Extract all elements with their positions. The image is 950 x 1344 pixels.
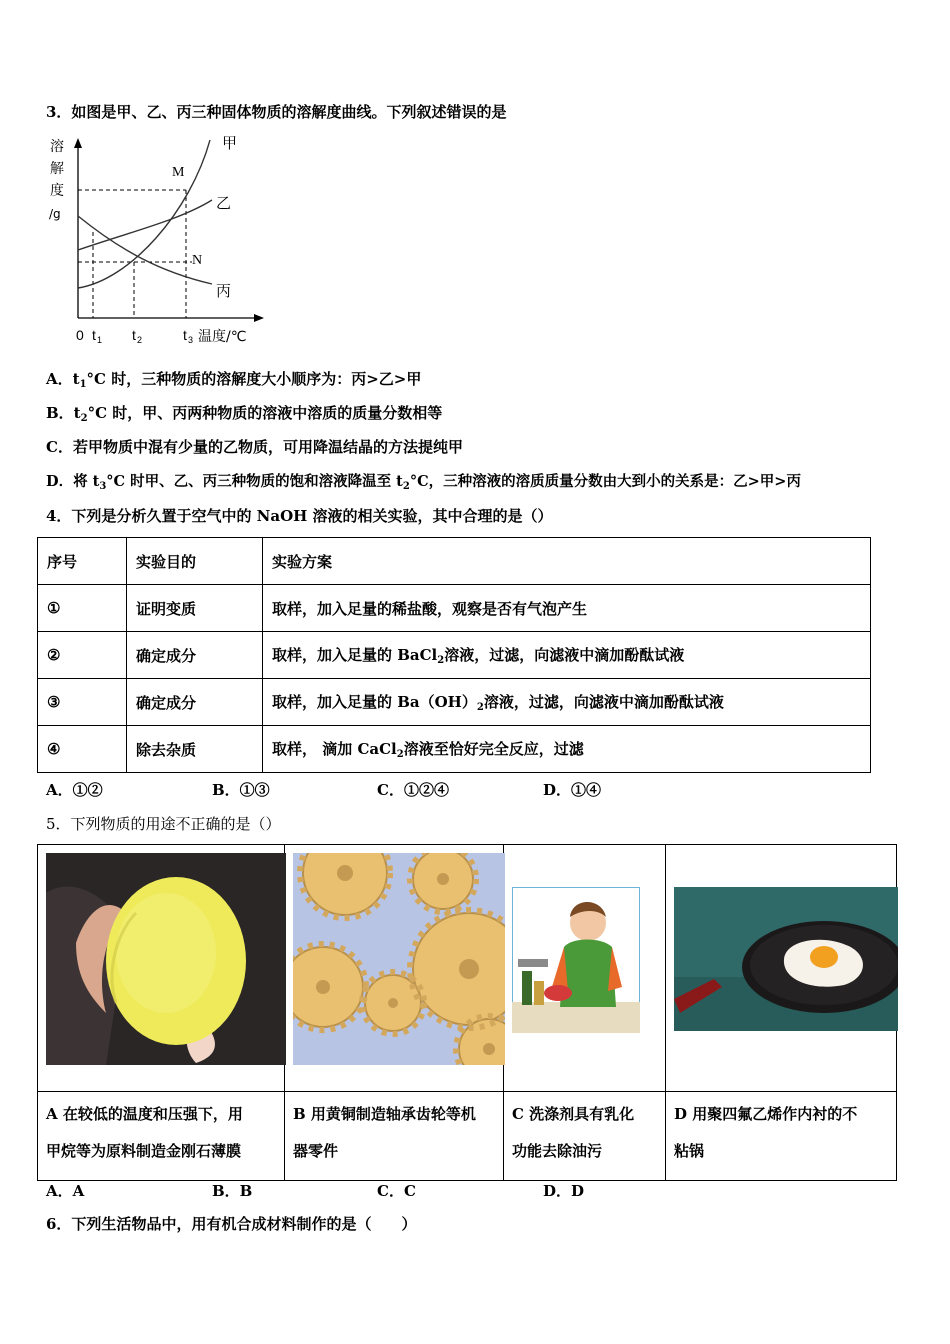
text: °C 时甲、乙、丙三种物质的饱和溶液降温至 t bbox=[106, 473, 403, 490]
xtick-t2: t bbox=[132, 327, 136, 343]
caption-line: 功能去除油污 bbox=[512, 1142, 603, 1160]
q4-table bbox=[37, 537, 871, 773]
text: °C 时，三种物质的溶解度大小顺序为：丙>乙>甲 bbox=[86, 370, 422, 388]
washing-dishes-image bbox=[512, 887, 640, 1033]
ylabel-char: 度 bbox=[50, 183, 64, 199]
subscript: 1 bbox=[79, 379, 87, 390]
q3-option-b[interactable] bbox=[46, 402, 442, 424]
xtick-t2-sub: 2 bbox=[137, 335, 143, 345]
label-bing: 丙 bbox=[216, 282, 232, 300]
caption-a bbox=[38, 1092, 285, 1181]
text: B．t bbox=[46, 404, 81, 422]
row-plan: 取样，加入足量的 $Ba(OH)_2$溶液，过滤，向滤液中滴加酚酞试液 bbox=[263, 679, 871, 726]
text: A．t bbox=[46, 370, 80, 388]
subscript: 3 bbox=[99, 481, 107, 492]
image-cell-b bbox=[285, 845, 504, 1092]
curve-yi bbox=[78, 200, 212, 250]
nonstick-pan-image bbox=[674, 887, 898, 1031]
table-row bbox=[38, 585, 871, 632]
caption-d bbox=[666, 1092, 897, 1181]
table-row bbox=[38, 679, 871, 726]
x-axis-arrow bbox=[254, 314, 264, 322]
diamond-film-image bbox=[46, 853, 286, 1065]
q5-stem: 5．下列物质的用途不正确的是（） bbox=[46, 815, 281, 833]
q3-option-d[interactable] bbox=[46, 470, 801, 492]
caption-line: 器零件 bbox=[293, 1142, 339, 1160]
image-cell-d bbox=[666, 845, 897, 1092]
image-cell-c bbox=[504, 845, 666, 1092]
xtick-t1-sub: 1 bbox=[97, 335, 103, 345]
table-header-row bbox=[38, 538, 871, 585]
subscript: 2 bbox=[80, 413, 88, 424]
row-plan: 取样，加入足量的稀盐酸，观察是否有气泡产生 bbox=[263, 585, 871, 632]
row-num: ③ bbox=[38, 679, 127, 726]
solubility-chart bbox=[40, 132, 270, 352]
xtick-0: 0 bbox=[76, 327, 84, 343]
x-axis-label: 温度/℃ bbox=[198, 329, 247, 345]
text: °C，三种溶液的溶质质量分数由大到小的关系是：乙>甲>丙 bbox=[409, 473, 801, 490]
caption-b bbox=[285, 1092, 504, 1181]
q4-answer-b[interactable]: B．①③ bbox=[212, 781, 270, 799]
caption-line: 粘锅 bbox=[674, 1142, 705, 1160]
label-jia: 甲 bbox=[222, 134, 238, 152]
row-purpose: 证明变质 bbox=[127, 585, 263, 632]
ylabel-char: 解 bbox=[50, 161, 64, 177]
xtick-t1: t bbox=[92, 327, 96, 343]
header-cell: 实验目的 bbox=[127, 538, 263, 585]
brass-gears-image bbox=[293, 853, 505, 1065]
q4-answer-c[interactable]: C．①②④ bbox=[377, 781, 449, 799]
caption-line: 甲烷等为原料制造金刚石薄膜 bbox=[46, 1142, 242, 1160]
table-row bbox=[38, 632, 871, 679]
text: D．将 t bbox=[46, 473, 100, 490]
point-m-label: M bbox=[172, 165, 185, 180]
label-yi: 乙 bbox=[216, 194, 232, 212]
row-num: ② bbox=[38, 632, 127, 679]
q3-option-a[interactable] bbox=[46, 368, 421, 390]
q6-stem: 6．下列生活物品中，用有机合成材料制作的是（ ） bbox=[46, 1215, 417, 1233]
q3-option-c[interactable]: C．若甲物质中混有少量的乙物质，可用降温结晶的方法提纯甲 bbox=[46, 438, 463, 456]
q5-answer-d[interactable]: D．D bbox=[543, 1182, 585, 1200]
row-num: ④ bbox=[38, 726, 127, 773]
ylabel-char: /g bbox=[49, 207, 61, 221]
table-row bbox=[38, 726, 871, 773]
row-purpose: 确定成分 bbox=[127, 632, 263, 679]
q4-answer-a[interactable]: A．①② bbox=[46, 781, 103, 799]
row-num: ① bbox=[38, 585, 127, 632]
header-cell: 实验方案 bbox=[263, 538, 871, 585]
q5-answer-c[interactable]: C．C bbox=[377, 1182, 416, 1200]
ylabel-char: 溶 bbox=[50, 139, 64, 155]
q4-answer-d[interactable]: D．①④ bbox=[543, 781, 602, 799]
q5-answer-a[interactable]: A．A bbox=[46, 1182, 85, 1200]
caption-c bbox=[504, 1092, 666, 1181]
caption-line: D 用聚四氟乙烯作内衬的不 bbox=[674, 1105, 858, 1123]
caption-line: C 洗涤剂具有乳化 bbox=[512, 1105, 635, 1123]
curve-jia bbox=[78, 140, 210, 288]
caption-line: A 在较低的温度和压强下，用 bbox=[46, 1105, 243, 1123]
row-purpose: 除去杂质 bbox=[127, 726, 263, 773]
q5-answer-b[interactable]: B．B bbox=[212, 1182, 253, 1200]
row-purpose: 确定成分 bbox=[127, 679, 263, 726]
q4-stem: 4．下列是分析久置于空气中的 NaOH 溶液的相关实验，其中合理的是（） bbox=[46, 507, 553, 525]
xtick-t3: t bbox=[183, 327, 187, 343]
xtick-t3-sub: 3 bbox=[188, 335, 194, 345]
y-axis-arrow bbox=[74, 138, 82, 148]
q3-stem: 3．如图是甲、乙、丙三种固体物质的溶解度曲线。下列叙述错误的是 bbox=[46, 103, 507, 121]
row-plan: 取样， 滴加 CaCl$_2$溶液至恰好完全反应，过滤 bbox=[263, 726, 871, 773]
subscript: 2 bbox=[402, 481, 410, 492]
point-n-label: N bbox=[192, 253, 203, 268]
q5-table bbox=[37, 844, 897, 1181]
header-cell: 序号 bbox=[38, 538, 127, 585]
caption-line: B 用黄铜制造轴承齿轮等机 bbox=[293, 1105, 476, 1123]
image-cell-a bbox=[38, 845, 285, 1092]
text: °C 时，甲、丙两种物质的溶液中溶质的质量分数相等 bbox=[87, 404, 443, 422]
row-plan: 取样，加入足量的 BaCl$_2$溶液，过滤，向滤液中滴加酚酞试液 bbox=[263, 632, 871, 679]
